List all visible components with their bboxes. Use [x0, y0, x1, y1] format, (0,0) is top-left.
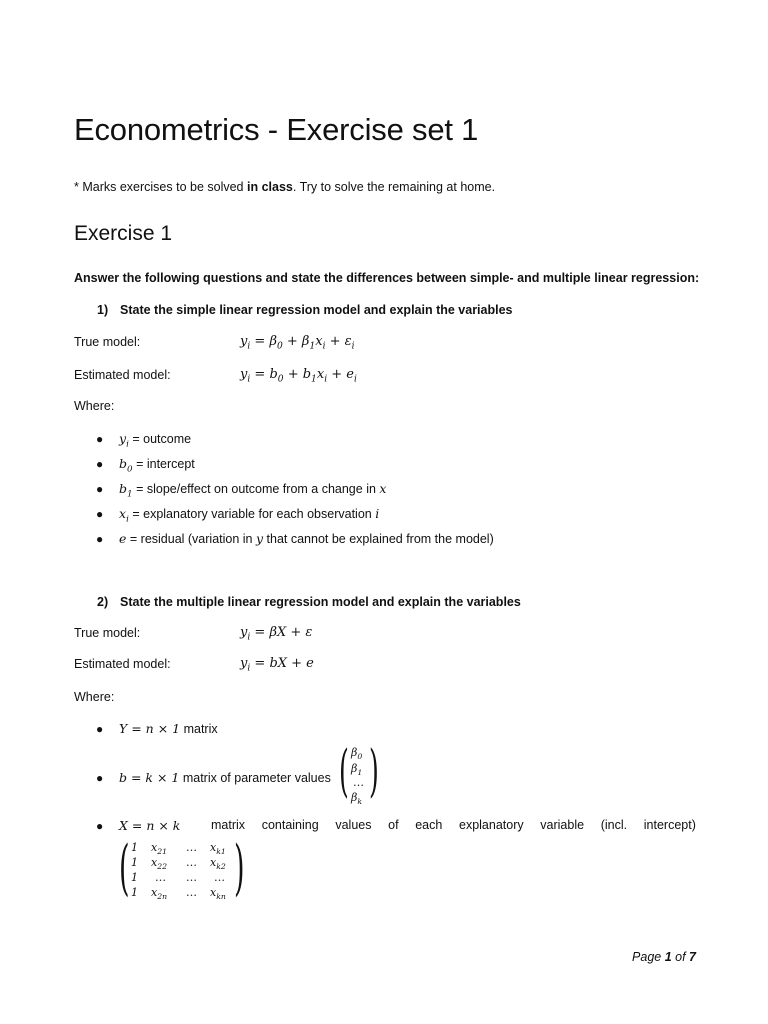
intro-note: * Marks exercises to be solved in class. Try to solve the remaining at home. — [74, 180, 496, 194]
q1-estimated-model-equation: $y_i = b_0 + b_1x_i + e_i$ — [240, 367, 357, 385]
design-matrix: ( 1 $x_{21}$ … $x_{k1}$ 1 $x_{22}$ … $x_{k2}$ 1 … … … 1 $x_{2n}$ … $x_{kn}$ ) — [119, 833, 245, 903]
q1-where-label: Where: — [74, 399, 115, 413]
q1-true-model-label: True model: — [74, 335, 141, 349]
exercise-heading: Exercise 1 — [74, 222, 173, 245]
question-1: 1) State the simple linear regression model and explain the variables — [97, 303, 513, 317]
exercise-instruction: Answer the following questions and state the differences between simple- and multiple linear regression: — [74, 271, 700, 285]
page-title: Econometrics - Exercise set 1 — [74, 112, 479, 147]
q1-estimated-model-label: Estimated model: — [74, 368, 171, 382]
parameter-vector: ( $\beta_0$ $\beta_1$ … $\beta_k$ ) — [339, 739, 379, 807]
page-number: Page 1 of 7 — [632, 950, 696, 964]
q2-true-model-label: True model: — [74, 626, 141, 640]
x-matrix-description: matrix containing values of each explanatory variable (incl. intercept) — [211, 818, 696, 832]
document-page: Econometrics - Exercise set 1 * Marks exercises to be solved in class. Try to solve the remaining at home. Exercise 1 Answer the following questions and state the differences between simple- and multiple linear regression: 1) State the simple linear regression model and explain the variables True model: $y_i = \beta_0 + \beta_1x_i + \varepsilon_i$ Estimated model: $y_i = b_0 + b_1x_i + e_i$ Where: ● $y_i$ = outcome ● $b_0$ = intercept ● $b_1$ = slope/effect on outcome from a change in x ● $x_i$ = explanatory variable for each observation i ● e = residual (variation in y that cannot be explained from the model) 2) State the multiple linear regression model and explain the variables True model: $y_i = \beta X + \varepsilon$ Estimated model: $y_i$ = bX + e Where: ● Y = n × 1 matrix ● b = k × 1 matrix of parameter values ( $\beta_0$ $\beta_1$ … $\beta_k$ ) ● X = n × k matrix containing values of each explanatory variable (incl. intercept) ( 1 $x_{21}$ … $x_{k1}$ 1 $x_{22}$ … $x_{k2}$ 1 … … … 1 $x_{2n}$ … $x_{kn}$ ) Page 1 of 7 — [74, 112, 700, 964]
q2-true-model-equation: $y_i = \beta X + \varepsilon$ — [240, 625, 313, 643]
q1-true-model-equation: $y_i = \beta_0 + \beta_1x_i + \varepsilon_i$ — [240, 334, 355, 352]
q2-estimated-model-equation: $y_i$ = bX + e — [240, 656, 314, 674]
q2-where-label: Where: — [74, 690, 115, 704]
question-2: 2) State the multiple linear regression model and explain the variables — [97, 595, 521, 609]
q2-estimated-model-label: Estimated model: — [74, 657, 171, 671]
